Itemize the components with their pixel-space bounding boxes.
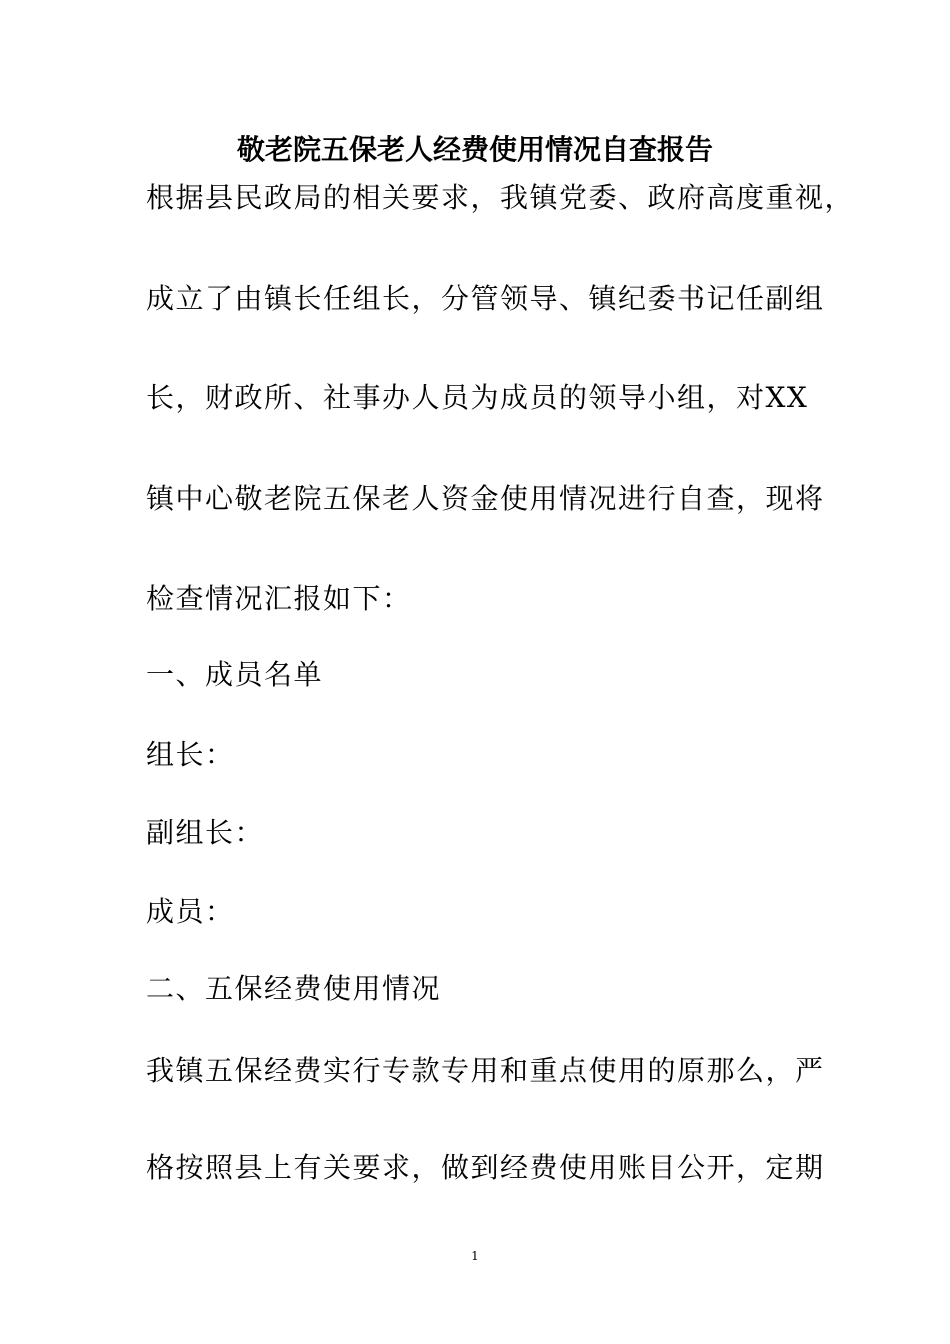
body-line-6: 我镇五保经费实行专款专用和重点使用的原那么，严: [146, 1054, 825, 1087]
page-number: 1: [471, 1249, 479, 1263]
section-heading-members: 一、成员名单: [146, 658, 324, 691]
body-line-members: 成员：: [146, 895, 235, 928]
body-line-4: 镇中心敬老院五保老人资金使用情况进行自查，现将: [146, 482, 825, 515]
body-line-deputy-leader: 副组长：: [146, 816, 265, 849]
body-line-3: 长，财政所、社事办人员为成员的领导小组，对XX: [146, 381, 809, 414]
document-title: 敬老院五保老人经费使用情况自查报告: [236, 133, 713, 166]
body-line-1: 根据县民政局的相关要求，我镇党委、政府高度重视，: [146, 181, 855, 214]
body-line-leader: 组长：: [146, 738, 235, 771]
body-line-2: 成立了由镇长任组长，分管领导、镇纪委书记任副组: [146, 282, 825, 315]
section-heading-funding: 二、五保经费使用情况: [146, 972, 442, 1005]
body-line-5: 检查情况汇报如下：: [146, 582, 412, 615]
body-line-7: 格按照县上有关要求，做到经费使用账目公开，定期: [146, 1151, 825, 1184]
